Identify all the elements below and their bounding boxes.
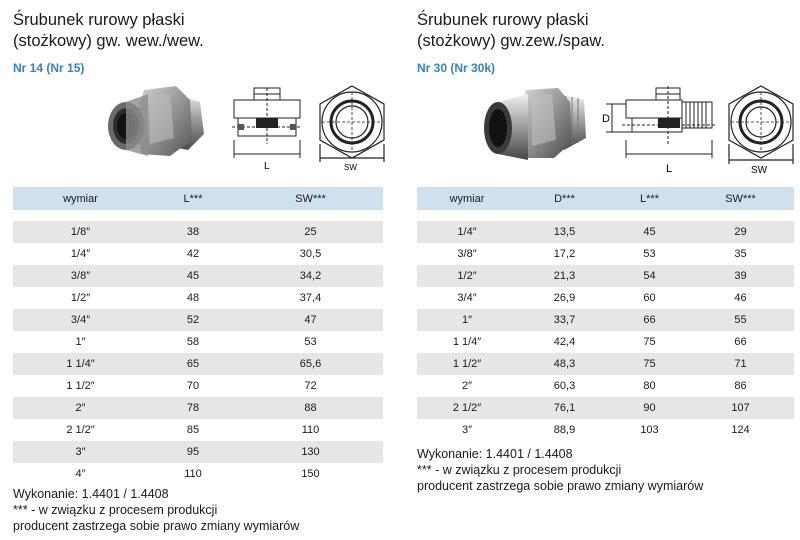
table-cell: 150 bbox=[238, 463, 383, 485]
table-row bbox=[13, 309, 383, 331]
table-cell: 86 bbox=[687, 375, 794, 397]
right-note-disclaimer-1: *** - w związku z procesem produkcji bbox=[417, 463, 622, 477]
right-front-drawing bbox=[722, 82, 800, 178]
left-drawing-l-label: L bbox=[264, 161, 270, 172]
left-title-line-1: Śrubunek rurowy płaski bbox=[13, 11, 185, 29]
table-row bbox=[13, 375, 383, 397]
table-cell: 1″ bbox=[13, 331, 148, 353]
table-cell: 1/2″ bbox=[417, 265, 517, 287]
table-cell: 1 1/4″ bbox=[417, 331, 517, 353]
right-table-header bbox=[417, 187, 794, 210]
table-cell: 66 bbox=[687, 331, 794, 353]
table-cell: 33,7 bbox=[517, 309, 612, 331]
left-note-disclaimer-1: *** - w związku z procesem produkcji bbox=[13, 503, 218, 517]
table-cell: 35 bbox=[687, 243, 794, 265]
table-cell: 45 bbox=[612, 221, 687, 243]
table-row bbox=[417, 287, 794, 309]
right-header-d: D*** bbox=[517, 187, 612, 210]
table-cell: 46 bbox=[687, 287, 794, 309]
table-cell: 1/8″ bbox=[13, 221, 148, 243]
table-cell: 54 bbox=[612, 265, 687, 287]
left-header-sw: SW*** bbox=[238, 187, 383, 210]
left-note-disclaimer-2: producent zastrzega sobie prawo zmiany wymiarów bbox=[13, 519, 300, 533]
left-product-code: Nr 14 (Nr 15) bbox=[13, 61, 85, 75]
table-cell: 47 bbox=[238, 309, 383, 331]
table-cell: 58 bbox=[148, 331, 238, 353]
right-drawing-d-label: D bbox=[602, 113, 610, 125]
left-note-material: Wykonanie: 1.4401 / 1.4408 bbox=[13, 487, 169, 501]
right-header-l: L*** bbox=[612, 187, 687, 210]
table-cell: 88,9 bbox=[517, 419, 612, 441]
table-cell: 34,2 bbox=[238, 265, 383, 287]
table-cell: 13,5 bbox=[517, 221, 612, 243]
table-cell: 48,3 bbox=[517, 353, 612, 375]
table-cell: 39 bbox=[687, 265, 794, 287]
table-cell: 103 bbox=[612, 419, 687, 441]
table-cell: 75 bbox=[612, 353, 687, 375]
table-cell: 78 bbox=[148, 397, 238, 419]
table-row bbox=[417, 397, 794, 419]
table-cell: 72 bbox=[238, 375, 383, 397]
table-cell: 53 bbox=[238, 331, 383, 353]
table-cell: 76,1 bbox=[517, 397, 612, 419]
left-table-spacer bbox=[13, 210, 383, 221]
left-header-l: L*** bbox=[148, 187, 238, 210]
table-cell: 1″ bbox=[417, 309, 517, 331]
left-product-photo bbox=[104, 78, 210, 170]
left-notes bbox=[13, 486, 299, 534]
table-row bbox=[417, 265, 794, 287]
right-product-title bbox=[417, 10, 605, 52]
table-row bbox=[417, 309, 794, 331]
table-cell: 26,9 bbox=[517, 287, 612, 309]
table-cell: 21,3 bbox=[517, 265, 612, 287]
table-cell: 4″ bbox=[13, 463, 148, 485]
table-cell: 90 bbox=[612, 397, 687, 419]
table-cell: 45 bbox=[148, 265, 238, 287]
table-cell: 107 bbox=[687, 397, 794, 419]
left-drawing-sw-label: SW bbox=[344, 163, 357, 172]
right-title-line-2: (stożkowy) gw.zew./spaw. bbox=[417, 32, 605, 50]
table-cell: 3/8″ bbox=[417, 243, 517, 265]
table-row bbox=[13, 463, 383, 485]
table-cell: 80 bbox=[612, 375, 687, 397]
table-cell: 3″ bbox=[417, 419, 517, 441]
table-cell: 110 bbox=[238, 419, 383, 441]
table-cell: 65 bbox=[148, 353, 238, 375]
table-cell: 1 1/2″ bbox=[417, 353, 517, 375]
table-cell: 85 bbox=[148, 419, 238, 441]
table-cell: 95 bbox=[148, 441, 238, 463]
table-cell: 2″ bbox=[13, 397, 148, 419]
table-cell: 25 bbox=[238, 221, 383, 243]
table-cell: 2″ bbox=[417, 375, 517, 397]
left-table-header bbox=[13, 187, 383, 210]
table-row bbox=[417, 243, 794, 265]
table-cell: 60 bbox=[612, 287, 687, 309]
right-drawing-l-label: L bbox=[666, 163, 673, 175]
table-row bbox=[417, 419, 794, 441]
right-drawing-sw-label: SW bbox=[751, 165, 768, 176]
right-note-disclaimer-2: producent zastrzega sobie prawo zmiany wymiarów bbox=[417, 479, 704, 493]
table-cell: 1/4″ bbox=[13, 243, 148, 265]
table-row bbox=[13, 441, 383, 463]
table-row bbox=[417, 353, 794, 375]
table-cell: 3″ bbox=[13, 441, 148, 463]
table-row bbox=[13, 331, 383, 353]
table-cell: 71 bbox=[687, 353, 794, 375]
table-cell: 52 bbox=[148, 309, 238, 331]
table-cell: 2 1/2″ bbox=[13, 419, 148, 441]
table-cell: 88 bbox=[238, 397, 383, 419]
table-row bbox=[13, 221, 383, 243]
left-product-title bbox=[13, 10, 204, 52]
table-cell: 124 bbox=[687, 419, 794, 441]
right-table-spacer bbox=[417, 210, 794, 221]
table-cell: 42 bbox=[148, 243, 238, 265]
right-product-code: Nr 30 (Nr 30k) bbox=[417, 61, 496, 75]
table-cell: 70 bbox=[148, 375, 238, 397]
table-cell: 1 1/4″ bbox=[13, 353, 148, 375]
right-product-photo bbox=[480, 80, 592, 172]
table-cell: 3/4″ bbox=[417, 287, 517, 309]
table-cell: 48 bbox=[148, 287, 238, 309]
table-cell: 3/8″ bbox=[13, 265, 148, 287]
left-front-drawing bbox=[313, 84, 391, 176]
table-row bbox=[13, 419, 383, 441]
table-cell: 37,4 bbox=[238, 287, 383, 309]
table-row bbox=[13, 287, 383, 309]
table-cell: 55 bbox=[687, 309, 794, 331]
table-row bbox=[417, 221, 794, 243]
right-title-line-1: Śrubunek rurowy płaski bbox=[417, 11, 589, 29]
right-header-sw: SW*** bbox=[687, 187, 794, 210]
table-cell: 17,2 bbox=[517, 243, 612, 265]
table-row bbox=[13, 265, 383, 287]
right-dimension-table bbox=[417, 187, 794, 441]
table-row bbox=[417, 331, 794, 353]
table-row bbox=[13, 243, 383, 265]
table-cell: 110 bbox=[148, 463, 238, 485]
table-cell: 30,5 bbox=[238, 243, 383, 265]
table-cell: 1 1/2″ bbox=[13, 375, 148, 397]
table-cell: 1/4″ bbox=[417, 221, 517, 243]
table-cell: 65,6 bbox=[238, 353, 383, 375]
table-cell: 60,3 bbox=[517, 375, 612, 397]
table-cell: 2 1/2″ bbox=[417, 397, 517, 419]
right-notes bbox=[417, 446, 703, 494]
table-cell: 38 bbox=[148, 221, 238, 243]
right-header-wymiar: wymiar bbox=[417, 187, 517, 210]
table-cell: 42,4 bbox=[517, 331, 612, 353]
table-cell: 29 bbox=[687, 221, 794, 243]
table-cell: 53 bbox=[612, 243, 687, 265]
right-side-drawing bbox=[602, 82, 720, 178]
left-side-drawing bbox=[228, 84, 306, 176]
table-row bbox=[13, 397, 383, 419]
table-cell: 3/4″ bbox=[13, 309, 148, 331]
table-cell: 130 bbox=[238, 441, 383, 463]
left-title-line-2: (stożkowy) gw. wew./wew. bbox=[13, 32, 204, 50]
right-note-material: Wykonanie: 1.4401 / 1.4408 bbox=[417, 447, 573, 461]
table-row bbox=[417, 375, 794, 397]
table-cell: 1/2″ bbox=[13, 287, 148, 309]
table-row bbox=[13, 353, 383, 375]
left-header-wymiar: wymiar bbox=[13, 187, 148, 210]
table-cell: 66 bbox=[612, 309, 687, 331]
table-cell: 75 bbox=[612, 331, 687, 353]
left-dimension-table bbox=[13, 187, 383, 485]
